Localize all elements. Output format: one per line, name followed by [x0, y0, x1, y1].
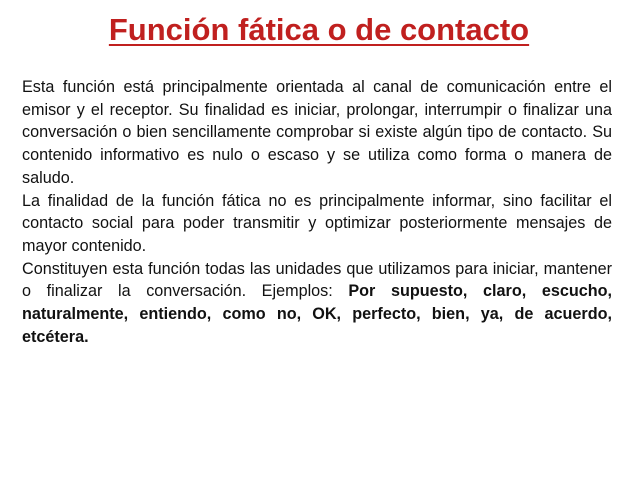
paragraph-purpose: La finalidad de la función fática no es principalmente informar, sino facilitar el contacto social para poder transmitir y optimizar posteriormente mensajes de mayor contenido. [22, 191, 612, 255]
paragraph-examples [22, 258, 612, 349]
examples-list: Por supuesto, claro, escucho, naturalmente, entiendo, como no, OK, perfecto, bien, ya, de acuerdo, etcétera. [22, 282, 612, 346]
examples-intro: Constituyen esta función todas las unidades que utilizamos para iniciar, mantener o finalizar la conversación. Ejemplos: [22, 259, 612, 301]
paragraph-definition: Esta función está principalmente orientada al canal de comunicación entre el emisor y el receptor. Su finalidad es iniciar, prolongar, interrumpir o finalizar una conversación o bien sencillamente comprobar si existe algún tipo de contacto. Su contenido informativo es nulo o escaso y se utiliza como forma o manera de saludo. [22, 78, 612, 187]
slide-body [22, 76, 612, 348]
slide-title: Función fática o de contacto [108, 12, 530, 47]
